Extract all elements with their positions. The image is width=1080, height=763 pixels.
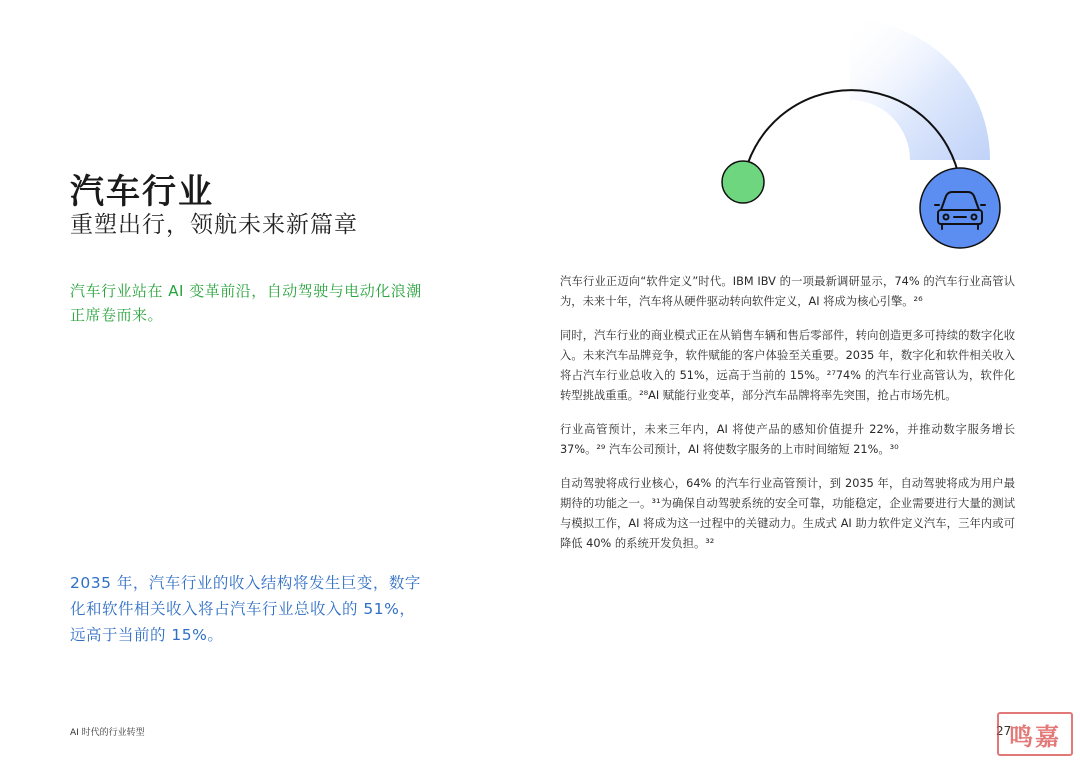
body-paragraph: 自动驾驶将成行业核心，64% 的汽车行业高管预计，到 2035 年，自动驾驶将成为用户最期待的功能之一。³¹为确保自动驾驶系统的安全可靠，功能稳定，企业需要进行大量的测试与模拟工作，AI 将成为这一过程中的关键动力。生成式 AI 助力软件定义汽车，三年内或可降低 40% 的系统开发负担。³² bbox=[560, 477, 1015, 550]
green-dot bbox=[722, 161, 764, 203]
body-text bbox=[560, 272, 1015, 568]
page-title: 汽车行业 bbox=[70, 172, 214, 212]
watermark-stamp: 鸣嘉 bbox=[997, 712, 1073, 756]
gradient-arc bbox=[850, 20, 990, 160]
body-paragraph: 同时，汽车行业的商业模式正在从销售车辆和售后零部件，转向创造更多可持续的数字化收入。未来汽车品牌竞争，软件赋能的客户体验至关重要。2035 年，数字化和软件相关收入将占汽车行业总收入的 51%，远高于当前的 15%。²⁷74% 的汽车行业高管认为，软件化转型挑战重重。²⁸AI 赋能行业变革，部分汽车品牌将率先突围，抢占市场先机。 bbox=[560, 329, 1015, 402]
header-graphic bbox=[710, 0, 1030, 270]
page-number: 27 bbox=[996, 724, 1012, 738]
highlight-quote-blue: 2035 年，汽车行业的收入结构将发生巨变，数字化和软件相关收入将占汽车行业总收入的 51%，远高于当前的 15%。 bbox=[70, 574, 421, 644]
footer-section-title: AI 时代的行业转型 bbox=[70, 728, 145, 738]
page-subtitle: 重塑出行，领航未来新篇章 bbox=[70, 212, 358, 238]
body-paragraph: 行业高管预计，未来三年内，AI 将使产品的感知价值提升 22%，并推动数字服务增长 37%。²⁹ 汽车公司预计，AI 将使数字服务的上市时间缩短 21%。³⁰ bbox=[560, 423, 1015, 456]
car-circle bbox=[920, 168, 1000, 248]
highlight-quote-green: 汽车行业站在 AI 变革前沿，自动驾驶与电动化浪潮正席卷而来。 bbox=[70, 282, 422, 324]
body-paragraph: 汽车行业正迈向“软件定义”时代。IBM IBV 的一项最新调研显示，74% 的汽车行业高管认为，未来十年，汽车将从硬件驱动转向软件定义，AI 将成为核心引擎。²⁶ bbox=[560, 275, 1015, 308]
